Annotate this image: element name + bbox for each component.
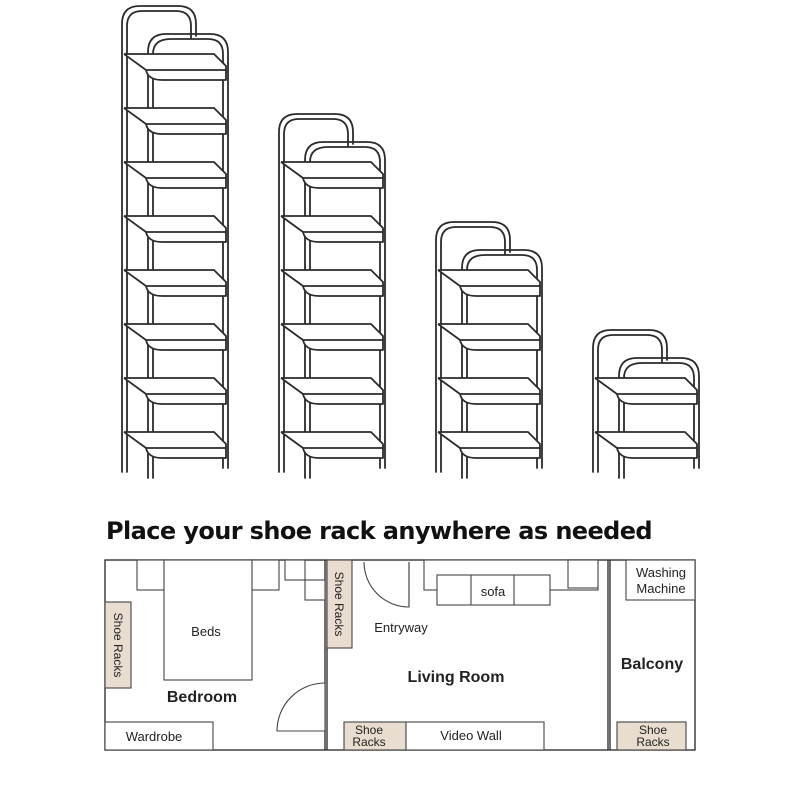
rack-shelf: [438, 432, 540, 458]
balcony-title: Balcony: [620, 656, 684, 673]
rack-shelf: [281, 216, 383, 242]
shoe-rack-6-tier: [279, 114, 385, 478]
living-shoe-racks-line1: Shoe: [354, 723, 384, 737]
rack-shelf: [595, 378, 697, 404]
bedroom: [105, 560, 325, 750]
living-room-title: Living Room: [407, 669, 505, 686]
rack-shelf: [124, 378, 226, 404]
living-vertical-shoe-racks-label: Shoe Racks: [332, 571, 346, 637]
wardrobe-label: Wardrobe: [125, 729, 183, 744]
rack-shelf: [281, 162, 383, 188]
rack-shelf: [281, 270, 383, 296]
shoe-rack-4-tier: [436, 222, 542, 478]
shoe-rack-8-tier: [122, 6, 228, 478]
cabinet-small: [285, 560, 305, 580]
rack-front-frame: [148, 34, 228, 478]
side-table: [568, 560, 598, 588]
rack-shelf: [124, 108, 226, 134]
rack-shelf: [438, 324, 540, 350]
living-room: [327, 560, 598, 750]
rack-shelf: [438, 270, 540, 296]
rack-front-frame-inner: [153, 39, 223, 478]
bedroom-door-arc: [277, 683, 325, 731]
rack-shelf: [124, 54, 226, 80]
washing-machine-line1: Washing: [635, 565, 687, 580]
rack-shelf: [438, 378, 540, 404]
headline: Place your shoe rack anywhere as needed: [106, 517, 652, 545]
balcony-shoe-racks-line1: Shoe: [638, 723, 668, 737]
cabinet-small-2: [305, 580, 325, 600]
entry-door-arc: [364, 562, 409, 607]
beds-label: Beds: [191, 624, 221, 639]
rack-shelf: [124, 216, 226, 242]
video-wall-label: Video Wall: [440, 728, 502, 743]
rack-shelf: [281, 432, 383, 458]
rack-shelf: [281, 378, 383, 404]
rack-front-frame-inner: [310, 147, 380, 478]
rack-front-frame: [619, 358, 699, 478]
rack-shelf: [124, 270, 226, 296]
floor-plan: [105, 560, 695, 750]
shoe-rack-2-tier: [593, 330, 699, 478]
rack-shelf: [124, 324, 226, 350]
rack-shelf: [595, 432, 697, 458]
balcony: [617, 560, 695, 750]
entryway-label: Entryway: [374, 620, 428, 635]
rack-shelf: [124, 162, 226, 188]
rack-shelf: [124, 432, 226, 458]
nightstand-right: [252, 560, 279, 590]
shoe-rack-drawings: [122, 6, 699, 478]
rack-front-frame: [305, 142, 385, 478]
rack-shelf: [281, 324, 383, 350]
washing-machine-line2: Machine: [636, 581, 686, 596]
balcony-shoe-racks-line2: Racks: [636, 735, 670, 749]
bedroom-title: Bedroom: [166, 689, 238, 706]
sofa-label: sofa: [480, 584, 506, 599]
bed: [164, 560, 252, 680]
nightstand-left: [137, 560, 164, 590]
living-shoe-racks-line2: Racks: [352, 735, 386, 749]
bedroom-shoe-racks-label: Shoe Racks: [111, 612, 125, 678]
